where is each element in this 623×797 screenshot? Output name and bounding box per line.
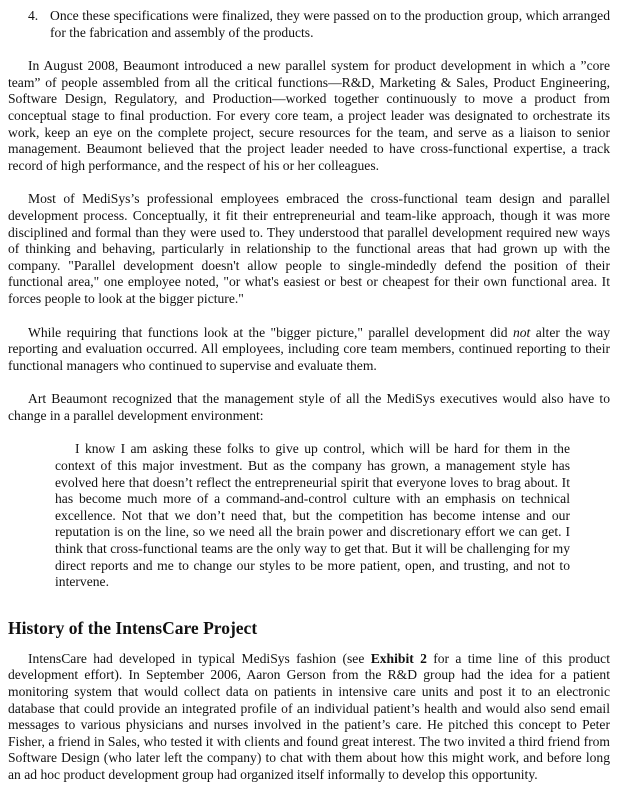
paragraph-team-design: Most of MediSys’s professional employees embraced the cross-functional team design and parallel development process. Conceptually, it fit their entrepreneurial and team-like approach, though it was more disciplined and formal than they were used to. They understood that parallel development required new ways of thinking and behaving, particularly in relationship to the functional areas that had grown up with the company. "Parallel development doesn't allow people to single-mindedly defend the position of their functional area," one employee noted, "or what's easiest or best or cheapest for their own functional area. It forces people to look at the bigger picture." — [8, 191, 610, 306]
emphasis-not: not — [512, 324, 531, 340]
list-item-number: 4. — [28, 8, 39, 23]
block-quote: I know I am asking these folks to give up control, which will be hard for them in the context of this major investment. But as the company has grown, a management style has evolved here that doesn’t reflect the entrepreneurial spirit that everyone loves to brag about. It has become much more of a command-and-control culture with an emphasis on technical excellence. Not that we don’t need that, but the competition has become intense and our reputation is on the line, so we need all the brain power and discretionary effort we can get. I think that cross-functional teams are the only way to get that. But it will be challenging for my direct reports and me to change our styles to be more patient, open, and trusting, and not to intervene. — [55, 441, 570, 590]
paragraph-reporting-text-end: alter the way reporting and evaluation occurred. All employees, including core team members, continued reporting to their functional managers who continued to supervise and evaluate them. — [8, 324, 610, 373]
paragraph-management-style: Art Beaumont recognized that the management style of all the MediSys executives would also have to change in a parallel development environment: — [8, 391, 610, 423]
numbered-list-item — [28, 8, 610, 41]
list-item-text: Once these specifications were finalized, they were passed on to the production group, which arranged for the fabrication and assembly of the products. — [50, 8, 610, 40]
paragraph-intenscare-history — [8, 651, 610, 784]
paragraph-core-team: In August 2008, Beaumont introduced a new parallel system for product development in which a ”core team” of people assembled from all the critical functions—R&D, Marketing & Sales, Product Engineering, Software Design, Regulatory, and Production—worked together continuously to move a product from conceptual stage to final production. For every core team, a project leader was designated to orchestrate its work, keep an eye on the complete project, secure resources for the team, and serve as a liaison to senior management. Beaumont believed that the project leader needed to have cross-functional expertise, a track record of high performance, and the respect of his or her colleagues. — [8, 58, 610, 173]
paragraph-history-text-end: for a time line of this product development effort). In September 2006, Aaron Gerson from the R&D group had the idea for a patient monitoring system that would collect data on patients in intensive care units and post it to an electronic database that could provide an integrated profile of an individual patient’s health and would also send email messages to various physicians and nurses involved in the patient’s care. He pitched this concept to Peter Fisher, a friend in Sales, who tested it with clients and found great interest. The two invited a third friend from Software Design (who later left the company) to chat with them about how this might work, and before long an ad hoc product development group had organized itself informally to develop this opportunity. — [8, 650, 610, 782]
section-heading: History of the IntensCare Project — [8, 617, 258, 638]
exhibit-reference: Exhibit 2 — [370, 650, 427, 666]
paragraph-reporting-text-start: While requiring that functions look at the "bigger picture," parallel development did — [28, 324, 513, 340]
paragraph-history-text-start: IntensCare had developed in typical MediSys fashion (see — [28, 650, 371, 666]
paragraph-reporting — [8, 325, 610, 375]
